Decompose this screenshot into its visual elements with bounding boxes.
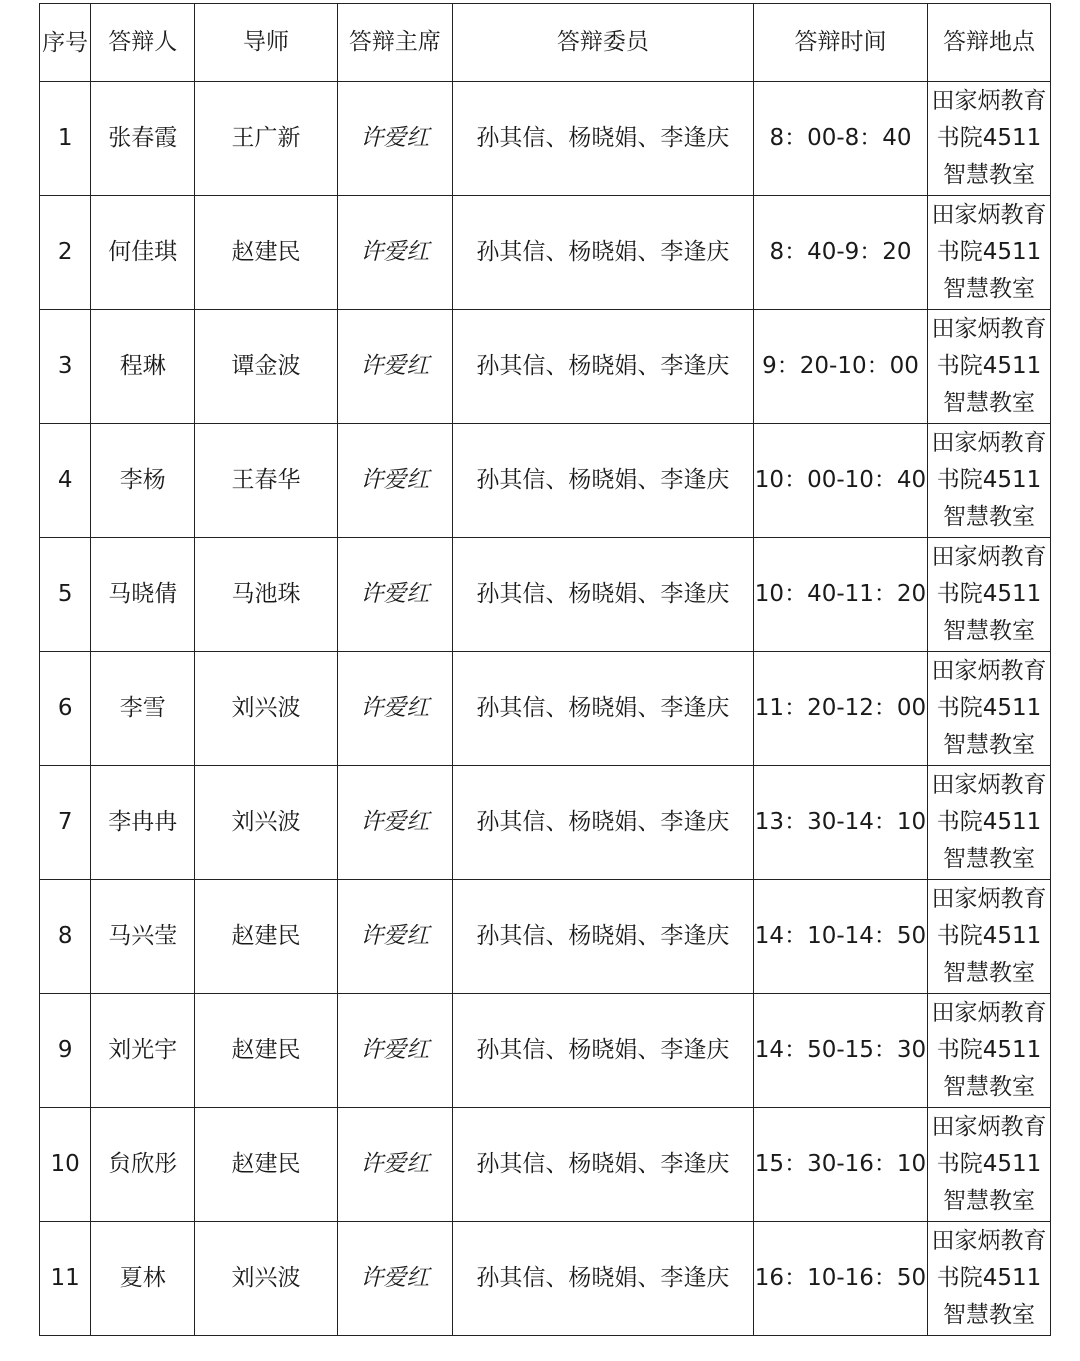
cell-defender: 李雪 bbox=[91, 652, 195, 766]
cell-place: 田家炳教育书院4511智慧教室 bbox=[928, 310, 1051, 424]
cell-chair: 许爱红 bbox=[338, 880, 453, 994]
header-chair: 答辩主席 bbox=[338, 4, 453, 82]
cell-place: 田家炳教育书院4511智慧教室 bbox=[928, 424, 1051, 538]
cell-advisor: 刘兴波 bbox=[195, 1222, 338, 1336]
cell-defender: 夏林 bbox=[91, 1222, 195, 1336]
cell-advisor: 马池珠 bbox=[195, 538, 338, 652]
cell-seq: 10 bbox=[40, 1108, 91, 1222]
cell-place: 田家炳教育书院4511智慧教室 bbox=[928, 538, 1051, 652]
cell-seq: 9 bbox=[40, 994, 91, 1108]
cell-defender: 何佳琪 bbox=[91, 196, 195, 310]
cell-advisor: 王广新 bbox=[195, 82, 338, 196]
table-row bbox=[40, 538, 1051, 652]
cell-place: 田家炳教育书院4511智慧教室 bbox=[928, 880, 1051, 994]
header-seq: 序号 bbox=[40, 4, 91, 82]
cell-committee: 孙其信、杨晓娟、李逢庆 bbox=[452, 994, 753, 1108]
cell-time: 11：20-12：00 bbox=[753, 652, 927, 766]
table-row bbox=[40, 880, 1051, 994]
cell-chair: 许爱红 bbox=[338, 652, 453, 766]
cell-defender: 刘光宇 bbox=[91, 994, 195, 1108]
cell-place: 田家炳教育书院4511智慧教室 bbox=[928, 1108, 1051, 1222]
header-committee: 答辩委员 bbox=[452, 4, 753, 82]
cell-place: 田家炳教育书院4511智慧教室 bbox=[928, 82, 1051, 196]
cell-committee: 孙其信、杨晓娟、李逢庆 bbox=[452, 766, 753, 880]
cell-time: 15：30-16：10 bbox=[753, 1108, 927, 1222]
cell-seq: 8 bbox=[40, 880, 91, 994]
cell-place: 田家炳教育书院4511智慧教室 bbox=[928, 196, 1051, 310]
cell-place: 田家炳教育书院4511智慧教室 bbox=[928, 652, 1051, 766]
cell-defender: 张春霞 bbox=[91, 82, 195, 196]
cell-committee: 孙其信、杨晓娟、李逢庆 bbox=[452, 1108, 753, 1222]
cell-seq: 11 bbox=[40, 1222, 91, 1336]
header-time: 答辩时间 bbox=[753, 4, 927, 82]
cell-chair: 许爱红 bbox=[338, 196, 453, 310]
cell-defender: 程琳 bbox=[91, 310, 195, 424]
cell-place: 田家炳教育书院4511智慧教室 bbox=[928, 994, 1051, 1108]
cell-chair: 许爱红 bbox=[338, 994, 453, 1108]
table-row bbox=[40, 424, 1051, 538]
table-row bbox=[40, 1108, 1051, 1222]
defense-schedule-table bbox=[39, 3, 1051, 1336]
cell-chair: 许爱红 bbox=[338, 538, 453, 652]
table-row bbox=[40, 766, 1051, 880]
cell-chair: 许爱红 bbox=[338, 310, 453, 424]
cell-chair: 许爱红 bbox=[338, 424, 453, 538]
cell-advisor: 谭金波 bbox=[195, 310, 338, 424]
cell-seq: 2 bbox=[40, 196, 91, 310]
cell-committee: 孙其信、杨晓娟、李逢庆 bbox=[452, 538, 753, 652]
header-place: 答辩地点 bbox=[928, 4, 1051, 82]
cell-advisor: 赵建民 bbox=[195, 1108, 338, 1222]
cell-time: 14：10-14：50 bbox=[753, 880, 927, 994]
cell-committee: 孙其信、杨晓娟、李逢庆 bbox=[452, 82, 753, 196]
cell-chair: 许爱红 bbox=[338, 766, 453, 880]
cell-committee: 孙其信、杨晓娟、李逢庆 bbox=[452, 310, 753, 424]
table-row bbox=[40, 82, 1051, 196]
cell-committee: 孙其信、杨晓娟、李逢庆 bbox=[452, 880, 753, 994]
cell-seq: 6 bbox=[40, 652, 91, 766]
cell-time: 9：20-10：00 bbox=[753, 310, 927, 424]
cell-advisor: 刘兴波 bbox=[195, 766, 338, 880]
cell-committee: 孙其信、杨晓娟、李逢庆 bbox=[452, 1222, 753, 1336]
cell-defender: 贠欣彤 bbox=[91, 1108, 195, 1222]
cell-seq: 5 bbox=[40, 538, 91, 652]
table-row bbox=[40, 196, 1051, 310]
cell-advisor: 赵建民 bbox=[195, 196, 338, 310]
table-row bbox=[40, 994, 1051, 1108]
header-advisor: 导师 bbox=[195, 4, 338, 82]
cell-advisor: 赵建民 bbox=[195, 880, 338, 994]
cell-committee: 孙其信、杨晓娟、李逢庆 bbox=[452, 196, 753, 310]
cell-seq: 3 bbox=[40, 310, 91, 424]
cell-seq: 4 bbox=[40, 424, 91, 538]
cell-time: 14：50-15：30 bbox=[753, 994, 927, 1108]
cell-time: 10：40-11：20 bbox=[753, 538, 927, 652]
cell-committee: 孙其信、杨晓娟、李逢庆 bbox=[452, 652, 753, 766]
cell-chair: 许爱红 bbox=[338, 1222, 453, 1336]
table-row bbox=[40, 1222, 1051, 1336]
cell-committee: 孙其信、杨晓娟、李逢庆 bbox=[452, 424, 753, 538]
header-row bbox=[40, 4, 1051, 82]
cell-advisor: 刘兴波 bbox=[195, 652, 338, 766]
cell-defender: 李杨 bbox=[91, 424, 195, 538]
cell-place: 田家炳教育书院4511智慧教室 bbox=[928, 766, 1051, 880]
cell-seq: 1 bbox=[40, 82, 91, 196]
header-defender: 答辩人 bbox=[91, 4, 195, 82]
cell-place: 田家炳教育书院4511智慧教室 bbox=[928, 1222, 1051, 1336]
table-row bbox=[40, 652, 1051, 766]
cell-defender: 马兴莹 bbox=[91, 880, 195, 994]
cell-time: 13：30-14：10 bbox=[753, 766, 927, 880]
cell-advisor: 王春华 bbox=[195, 424, 338, 538]
cell-time: 10：00-10：40 bbox=[753, 424, 927, 538]
cell-defender: 李冉冉 bbox=[91, 766, 195, 880]
cell-time: 16：10-16：50 bbox=[753, 1222, 927, 1336]
cell-time: 8：40-9：20 bbox=[753, 196, 927, 310]
cell-defender: 马晓倩 bbox=[91, 538, 195, 652]
table-row bbox=[40, 310, 1051, 424]
cell-time: 8：00-8：40 bbox=[753, 82, 927, 196]
cell-chair: 许爱红 bbox=[338, 82, 453, 196]
cell-chair: 许爱红 bbox=[338, 1108, 453, 1222]
cell-advisor: 赵建民 bbox=[195, 994, 338, 1108]
cell-seq: 7 bbox=[40, 766, 91, 880]
